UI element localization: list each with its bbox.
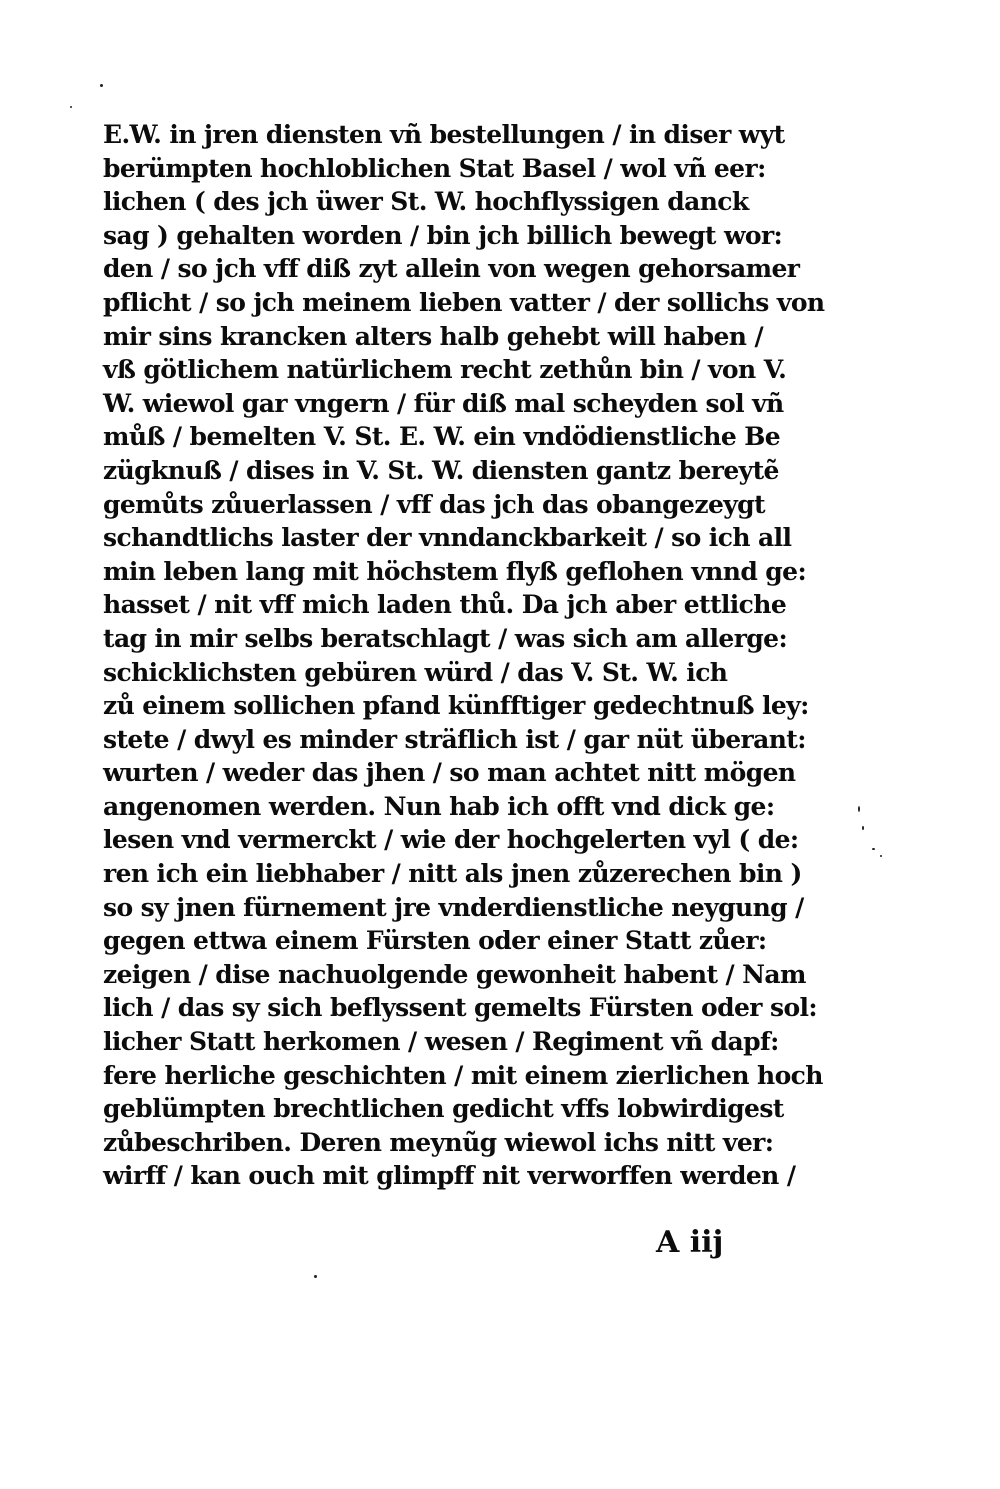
text-line: so sy jnen fürnement jre vnderdienstliche neygung /	[103, 892, 804, 922]
signature-mark: A iij	[656, 1225, 724, 1260]
text-line: berümpten hochloblichen Stat Basel / wol vñ eer:	[103, 153, 766, 183]
text-line: můß / bemelten V. St. E. W. ein vndödienstliche Be	[103, 422, 781, 452]
text-line: ren ich ein liebhaber / nitt als jnen zůzerechen bin )	[103, 859, 802, 889]
text-line: fere herliche geschichten / mit einem zierlichen hoch	[103, 1060, 823, 1090]
text-line: zügknuß / dises in V. St. W. diensten gantz bereytẽ	[103, 455, 779, 485]
text-line: pflicht / so jch meinem lieben vatter / der sollichs von	[103, 287, 825, 317]
text-line: hasset / nit vff mich laden thů. Da jch aber ettliche	[103, 590, 787, 620]
scan-speck	[314, 1275, 317, 1278]
scan-speck	[872, 848, 875, 850]
text-line: sag ) gehalten worden / bin jch billich bewegt wor:	[103, 220, 783, 250]
scan-speck	[858, 806, 860, 812]
text-line: gegen ettwa einem Fürsten oder einer Statt zůer:	[103, 926, 767, 956]
text-line: lichen ( des jch üwer St. W. hochflyssigen danck	[103, 187, 749, 217]
text-line: zeigen / dise nachuolgende gewonheit habent / Nam	[103, 959, 806, 989]
text-line: stete / dwyl es minder sträflich ist / gar nüt überant:	[103, 724, 806, 754]
text-line: E.W. in jren diensten vñ bestellungen / in diser wyt	[103, 120, 785, 149]
text-line: licher Statt herkomen / wesen / Regiment vñ dapf:	[103, 1027, 779, 1057]
text-line: gemůts zůuerlassen / vff das jch das obangezeygt	[103, 489, 766, 519]
scan-speck	[880, 855, 882, 857]
text-line: schicklichsten gebüren würd / das V. St. W. ich	[103, 657, 728, 687]
text-line: zůbeschriben. Deren meynũg wiewol ichs nitt ver:	[103, 1127, 774, 1157]
body-text	[103, 118, 825, 1193]
text-line: wurten / weder das jhen / so man achtet nitt mögen	[103, 758, 796, 788]
text-line: vß götlichem natürlichem recht zethůn bin / von V.	[103, 355, 787, 385]
text-line: tag in mir selbs beratschlagt / was sich am allerge:	[103, 623, 788, 653]
text-line: mir sins krancken alters halb gehebt will haben /	[103, 321, 763, 351]
text-line: schandtlichs laster der vnndanckbarkeit / so ich all	[103, 523, 792, 553]
text-line: W. wiewol gar vngern / für diß mal scheyden sol vñ	[103, 388, 784, 418]
scan-speck	[862, 826, 864, 830]
text-line: lich / das sy sich beflyssent gemelts Fürsten oder sol:	[103, 993, 818, 1023]
text-line: wirff / kan ouch mit glimpff nit verworffen werden /	[103, 1161, 796, 1191]
text-line: angenomen werden. Nun hab ich offt vnd dick ge:	[103, 791, 775, 821]
text-line: min leben lang mit höchstem flyß geflohen vnnd ge:	[103, 556, 807, 586]
text-line: zů einem sollichen pfand künfftiger gedechtnuß ley:	[103, 691, 809, 721]
text-line: geblümpten brechtlichen gedicht vffs lobwirdigest	[103, 1094, 784, 1124]
text-line: den / so jch vff diß zyt allein von wegen gehorsamer	[103, 254, 800, 284]
scan-speck	[70, 106, 72, 108]
scan-speck	[100, 84, 103, 87]
text-line: lesen vnd vermerckt / wie der hochgelerten vyl ( de:	[103, 825, 799, 855]
